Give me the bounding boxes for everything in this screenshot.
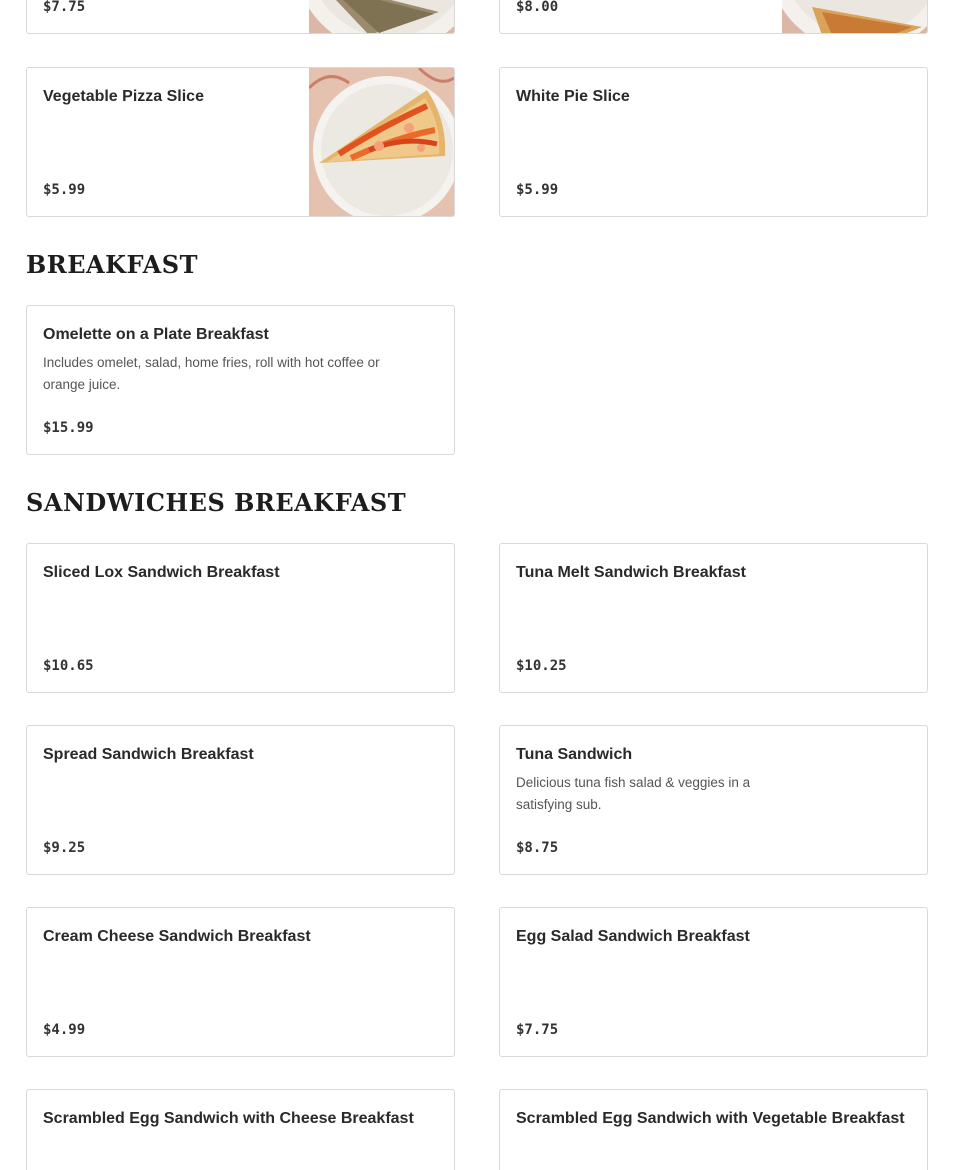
- item-name: Sliced Lox Sandwich Breakfast: [43, 564, 280, 581]
- menu-item-card[interactable]: [26, 305, 455, 455]
- item-name: White Pie Slice: [516, 88, 630, 105]
- item-price: $8.75: [516, 840, 559, 856]
- item-name: Spread Sandwich Breakfast: [43, 746, 254, 763]
- item-name: Omelette on a Plate Breakfast: [43, 326, 269, 343]
- menu-item-card[interactable]: [499, 0, 928, 34]
- menu-item-card[interactable]: [499, 725, 928, 875]
- menu-item-card[interactable]: [26, 543, 455, 693]
- item-price: $4.99: [43, 1022, 86, 1038]
- item-description: Delicious tuna fish salad & veggies in a satisfying sub.: [516, 775, 751, 812]
- item-price: $10.65: [43, 658, 94, 674]
- item-name: Tuna Sandwich: [516, 746, 633, 763]
- item-price: $7.75: [516, 1022, 559, 1038]
- item-price: $7.75: [43, 0, 86, 15]
- section-title-breakfast: BREAKFAST: [26, 250, 198, 279]
- item-name: Vegetable Pizza Slice: [43, 88, 204, 105]
- item-name: Scrambled Egg Sandwich with Vegetable Breakfast: [516, 1110, 905, 1127]
- menu-item-card[interactable]: [499, 67, 928, 217]
- pizza-slice-photo: [782, 0, 927, 33]
- item-price: $5.99: [516, 182, 559, 198]
- menu-item-card[interactable]: [26, 0, 455, 34]
- item-name: Scrambled Egg Sandwich with Cheese Breakfast: [43, 1110, 414, 1127]
- item-price: $8.00: [516, 0, 559, 15]
- item-price: $10.25: [516, 658, 567, 674]
- pizza-slice-photo: [309, 0, 454, 33]
- item-name: Cream Cheese Sandwich Breakfast: [43, 928, 311, 945]
- item-description: Includes omelet, salad, home fries, roll with hot coffee or orange juice.: [43, 355, 380, 392]
- menu-item-card[interactable]: [499, 907, 928, 1057]
- menu-item-card[interactable]: [499, 1089, 928, 1170]
- menu-item-card[interactable]: [499, 543, 928, 693]
- item-price: $15.99: [43, 420, 94, 436]
- item-name: Egg Salad Sandwich Breakfast: [516, 928, 750, 945]
- menu-item-card[interactable]: [26, 67, 455, 217]
- item-name: Tuna Melt Sandwich Breakfast: [516, 564, 746, 581]
- menu-item-card[interactable]: [26, 1089, 455, 1170]
- menu-item-card[interactable]: [26, 907, 455, 1057]
- item-price: $9.25: [43, 840, 86, 856]
- menu-item-card[interactable]: [26, 725, 455, 875]
- item-price: $5.99: [43, 182, 86, 198]
- section-title-sandwiches-breakfast: SANDWICHES BREAKFAST: [26, 488, 407, 517]
- vegetable-pizza-slice-photo: [309, 68, 454, 216]
